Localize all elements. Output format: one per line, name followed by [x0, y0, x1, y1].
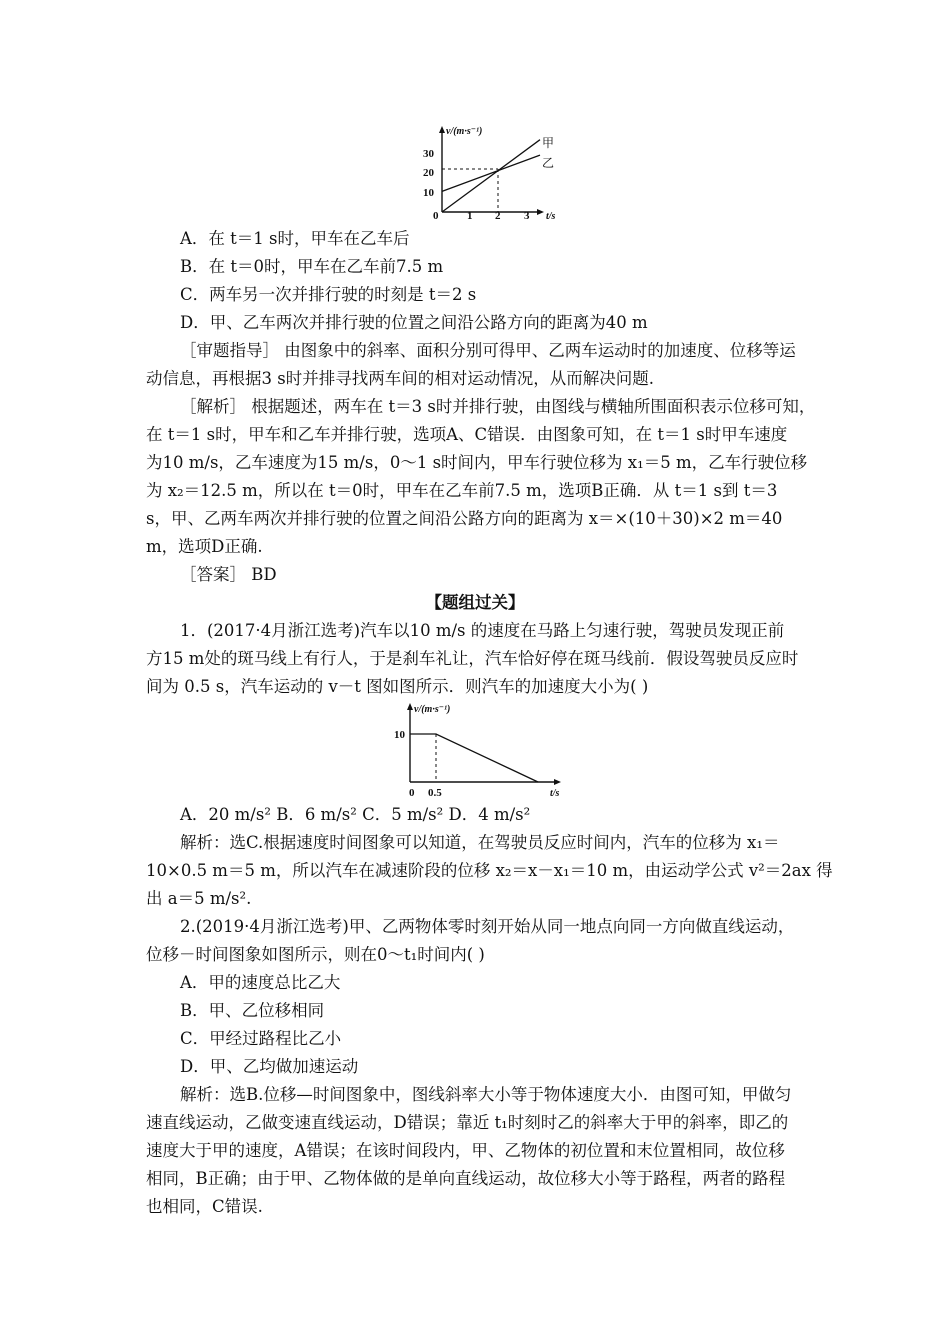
- series-jia-label: 甲: [542, 136, 555, 150]
- fig1-x-tick-1: 1: [467, 210, 473, 222]
- question-2-option-a: A．甲的速度总比乙大: [180, 973, 341, 992]
- section-heading: 【题组过关】: [425, 593, 525, 612]
- fig1-y-axis-label: v/(m·s⁻¹): [446, 126, 483, 137]
- fig2-x-tick-0.5: 0.5: [428, 787, 442, 799]
- fig1-y-tick-20: 20: [423, 167, 434, 179]
- fig1-x-tick-3: 3: [524, 210, 530, 222]
- question-1-solution-line-1: 解析：选C.根据速度时间图象可以知道，在驾驶员反应时间内，汽车的位移为 x₁＝: [180, 833, 780, 852]
- question-2-solution-line-1: 解析：选B.位移—时间图象中，图线斜率大小等于物体速度大小．由图可知，甲做匀: [180, 1085, 792, 1104]
- option-c: C．两车另一次并排行驶的时刻是 t＝2 s: [180, 285, 477, 304]
- question-1-options: A．20 m/s² B．6 m/s² C．5 m/s² D．4 m/s²: [180, 805, 531, 824]
- analysis-line-4: 为 x₂＝12.5 m，所以在 t＝0时，甲车在乙车前7.5 m，选项B正确．从 t＝1 s到 t＝3: [146, 481, 778, 500]
- question-1-solution-line-3: 出 a＝5 m/s².: [146, 889, 252, 908]
- fig1-x-axis-label: t/s: [546, 211, 556, 222]
- question-2-option-c: C．甲经过路程比乙小: [180, 1029, 342, 1048]
- fig2-y-axis-label: v/(m·s⁻¹): [414, 704, 451, 715]
- series-yi-line: [442, 155, 540, 191]
- fig2-x-arrow: [554, 779, 561, 785]
- analysis-line-2: 在 t＝1 s时，甲车和乙车并排行驶，选项A、C错误．由图象可知，在 t＝1 s时甲车速度: [146, 425, 788, 444]
- velocity-time-graph-1: [400, 120, 580, 225]
- fig1-y-tick-30: 30: [423, 148, 434, 160]
- option-d: D．甲、乙车两次并排行驶的位置之间沿公路方向的距离为40 m: [180, 313, 648, 332]
- series-yi-label: 乙: [542, 156, 555, 170]
- review-guide-line-2: 动信息，再根据3 s时并排寻找两车间的相对运动情况，从而解决问题.: [146, 369, 654, 388]
- question-2-option-b: B．甲、乙位移相同: [180, 1001, 325, 1020]
- question-2-line-1: 2.(2019·4月浙江选考)甲、乙两物体零时刻开始从同一地点向同一方向做直线运动，: [180, 917, 795, 936]
- option-a: A．在 t＝1 s时，甲车在乙车后: [180, 229, 410, 248]
- fig1-x-arrow: [537, 209, 544, 215]
- fig1-y-arrow: [439, 126, 445, 133]
- question-2-solution-line-4: 相同，B正确；由于甲、乙物体做的是单向直线运动，故位移大小等于路程，两者的路程: [146, 1169, 786, 1188]
- fig2-origin-label: 0: [409, 787, 415, 799]
- question-1-line-2: 方15 m处的斑马线上有行人，于是刹车礼让，汽车恰好停在斑马线前．假设驾驶员反应时: [146, 649, 799, 668]
- fig1-x-tick-2: 2: [495, 210, 501, 222]
- series-jia-line: [442, 140, 540, 212]
- fig2-y-arrow: [407, 703, 413, 710]
- braking-velocity-line: [410, 734, 538, 782]
- question-2-option-d: D．甲、乙均做加速运动: [180, 1057, 359, 1076]
- question-1-line-3: 间为 0.5 s，汽车运动的 v－t 图如图所示．则汽车的加速度大小为( ): [146, 677, 649, 696]
- fig1-origin-label: 0: [433, 210, 439, 222]
- option-b: B．在 t＝0时，甲车在乙车前7.5 m: [180, 257, 444, 276]
- question-1-solution-line-2: 10×0.5 m＝5 m，所以汽车在减速阶段的位移 x₂＝x－x₁＝10 m，由运动学公式 v²＝2ax 得: [146, 861, 833, 880]
- analysis-line-1: ［解析］ 根据题述，两车在 t＝3 s时并排行驶，由图线与横轴所围面积表示位移可知，: [180, 397, 816, 416]
- analysis-line-5: s，甲、乙两车两次并排行驶的位置之间沿公路方向的距离为 x＝×(10＋30)×2 m＝40: [146, 509, 783, 528]
- question-2-solution-line-5: 也相同，C错误.: [146, 1197, 263, 1216]
- question-2-solution-line-2: 速直线运动，乙做变速直线运动，D错误；靠近 t₁时刻时乙的斜率大于甲的斜率，即乙的: [146, 1113, 789, 1132]
- fig2-x-axis-label: t/s: [550, 788, 560, 799]
- fig1-y-tick-10: 10: [423, 187, 434, 199]
- question-2-line-2: 位移－时间图象如图所示，则在0～t₁时间内( ): [146, 945, 485, 964]
- fig2-y-tick-10: 10: [394, 729, 405, 741]
- review-guide-line-1: ［审题指导］ 由图象中的斜率、面积分别可得甲、乙两车运动时的加速度、位移等运: [180, 341, 796, 360]
- analysis-line-6: m，选项D正确.: [146, 537, 263, 556]
- analysis-line-3: 为10 m/s，乙车速度为15 m/s，0～1 s时间内，甲车行驶位移为 x₁＝5 m，乙车行驶位移: [146, 453, 808, 472]
- question-1-line-1: 1．(2017·4月浙江选考)汽车以10 m/s 的速度在马路上匀速行驶，驾驶员发现正前: [180, 621, 785, 640]
- question-2-solution-line-3: 速度大于甲的速度，A错误；在该时间段内，甲、乙物体的初位置和末位置相同，故位移: [146, 1141, 785, 1160]
- answer-line: ［答案］ BD: [180, 565, 277, 584]
- velocity-time-graph-2: [390, 698, 580, 800]
